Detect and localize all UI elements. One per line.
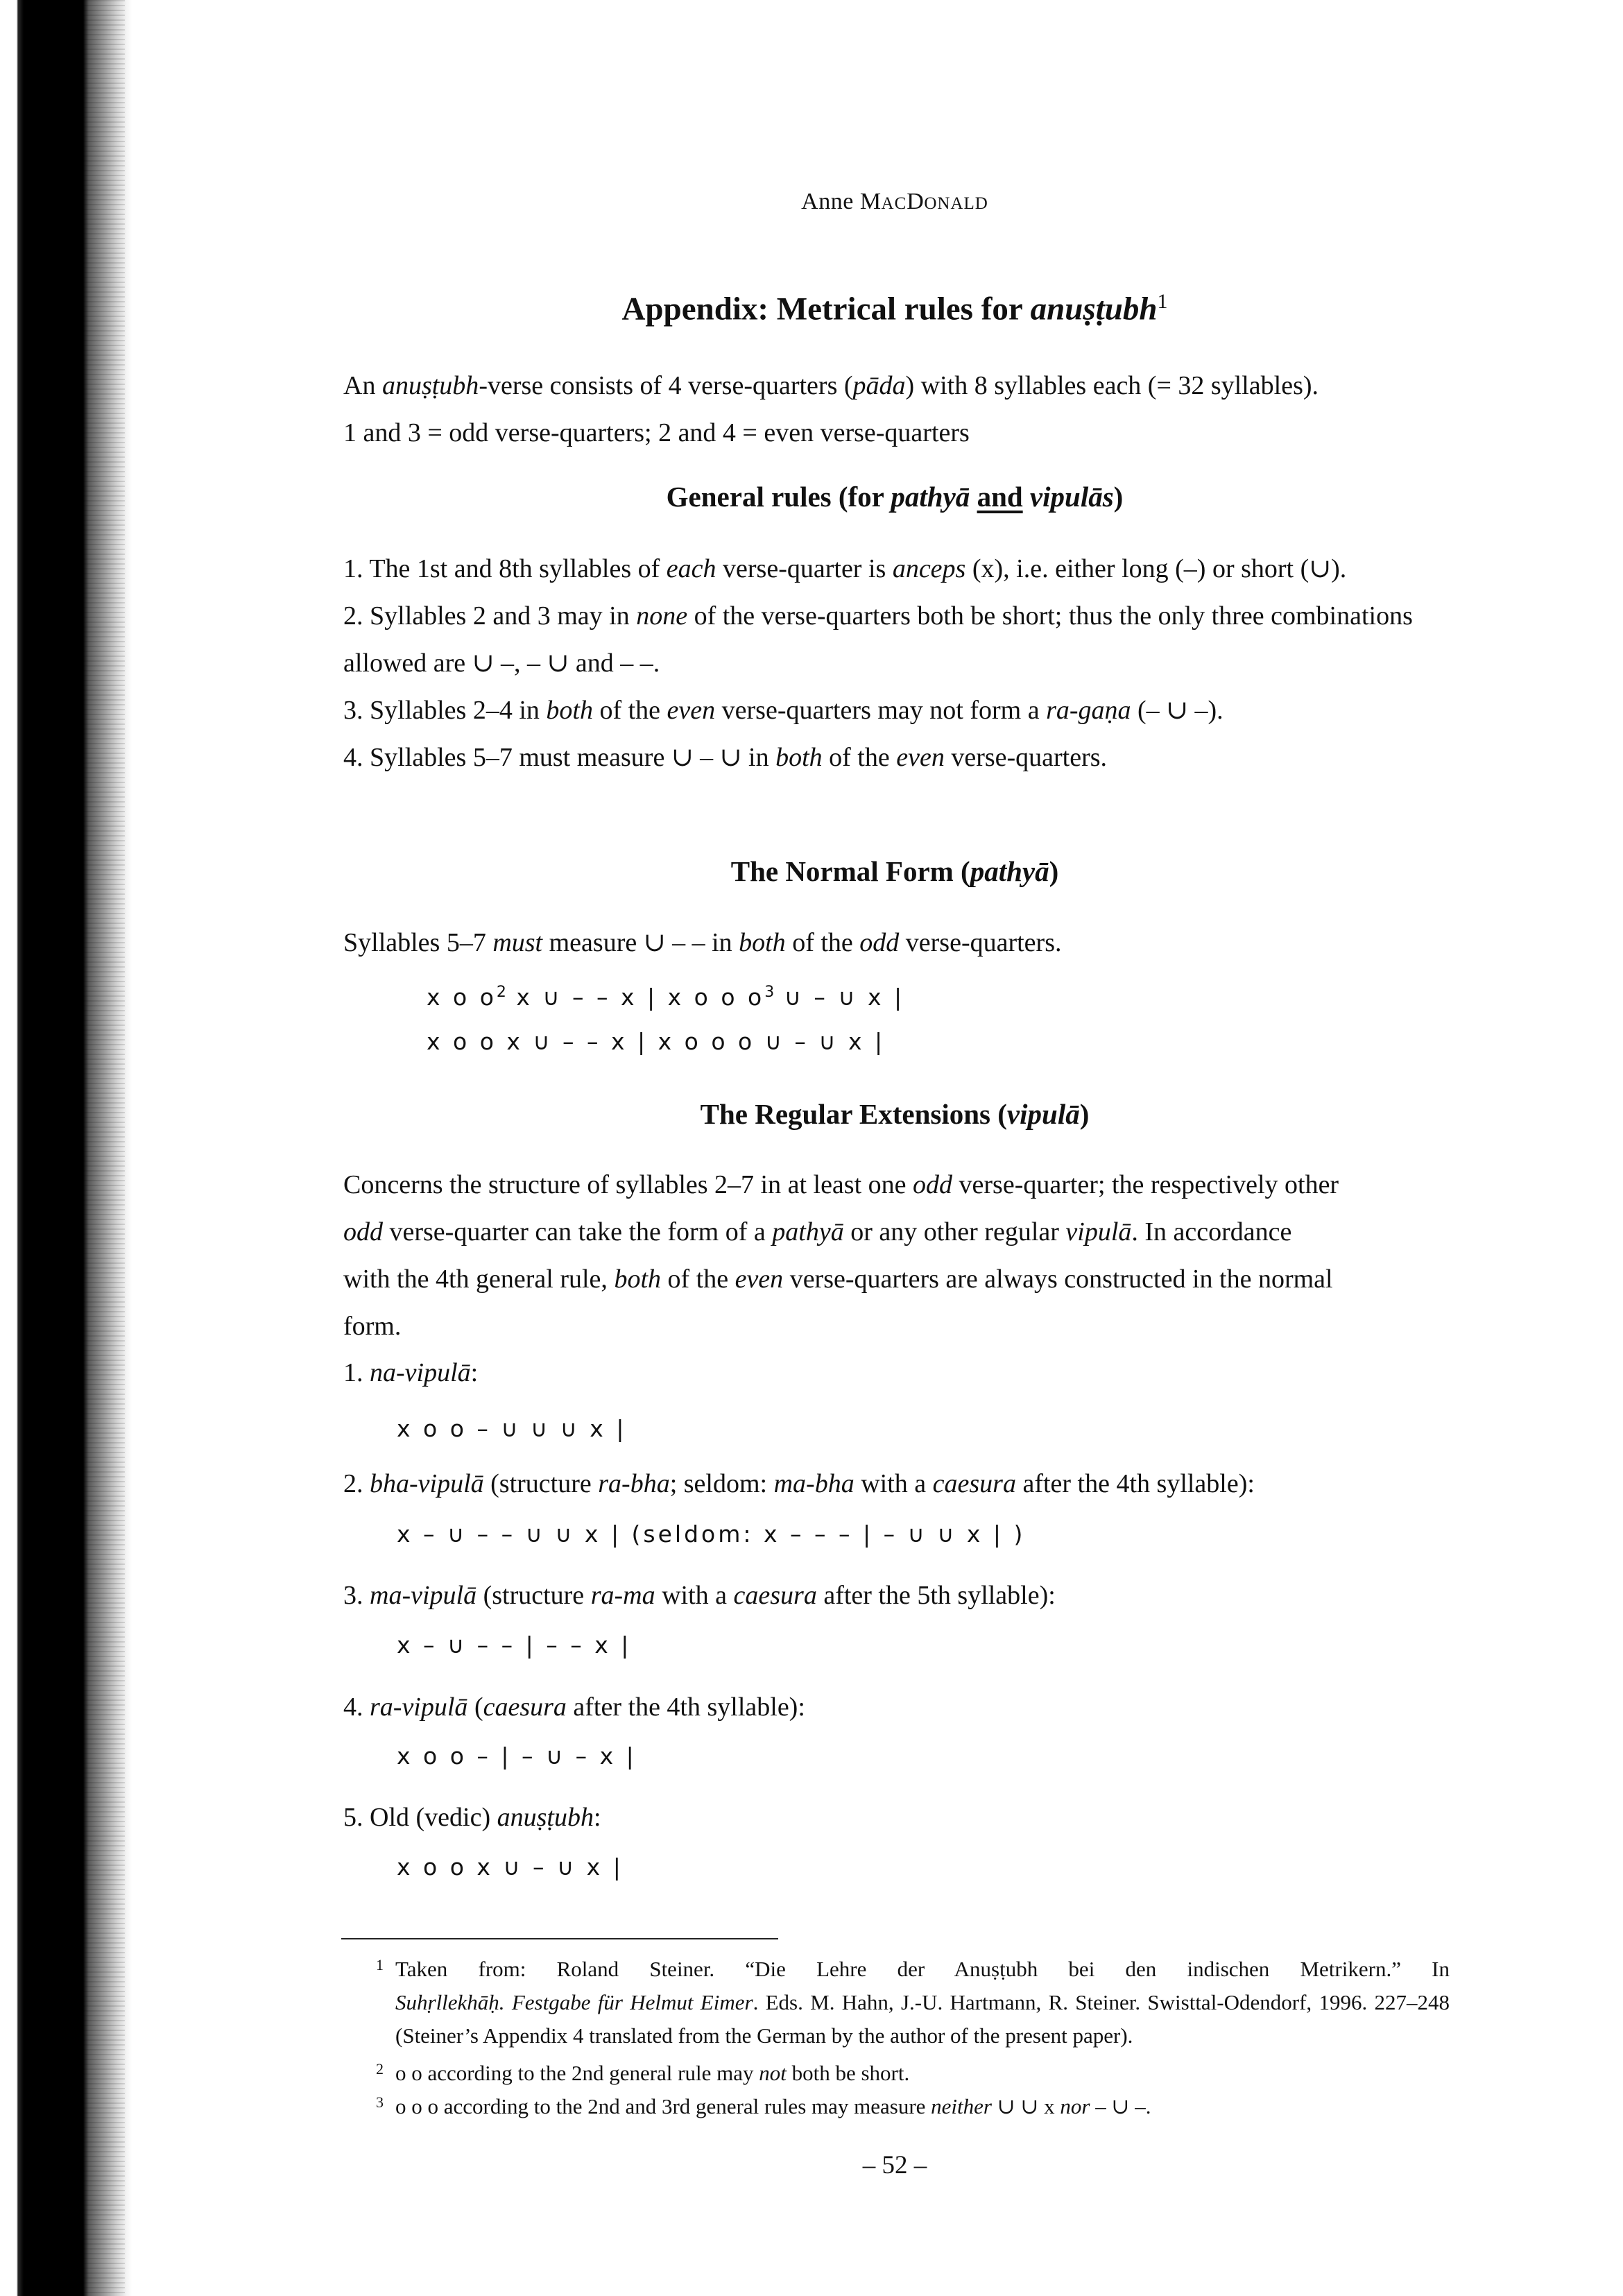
vipula-2-scheme: x – ∪ – – ∪ ∪ x | (seldom: x – – – | – ∪ ∪ x | ) xyxy=(397,1520,1026,1548)
normal-form-text: Syllables 5–7 must measure ∪ – – in both of the odd verse-quarters. xyxy=(343,928,1062,957)
footnote-ref-3[interactable]: 3 xyxy=(764,984,775,1001)
vipula-1-label: 1. na-vipulā: xyxy=(343,1358,479,1387)
footnote-ref-2[interactable]: 2 xyxy=(496,984,506,1001)
footnote-3: 3 o o o according to the 2nd and 3rd general rules may measure neither ∪ ∪ x nor – ∪ –. xyxy=(376,2093,1151,2118)
pathya-scheme-1: x o $o^2$ x ∪ – – x | x o o $o^3$ ∪ – ∪ x | xyxy=(427,984,905,1011)
vipula-1-scheme: x o o – ∪ ∪ ∪ x | xyxy=(397,1415,627,1442)
footnote-ref-1[interactable]: 1 xyxy=(1157,290,1168,313)
general-rules-list xyxy=(343,545,1439,781)
intro-paragraph: An anuṣṭubh-verse consists of 4 verse-quarters (pāda) with 8 syllables each (= 32 syllables). 1 and 3 = odd verse-quarters; 2 and 4 = even verse-quarters xyxy=(343,371,1319,447)
rule-4: 4. Syllables 5–7 must measure ∪ – ∪ in both of the even verse-quarters. xyxy=(343,743,1108,772)
regular-extensions-heading: The Regular Extensions (vipulā) xyxy=(700,1098,1090,1130)
rule-3: 3. Syllables 2–4 in both of the even verse-quarters may not form a ra-gaṇa (– ∪ –). xyxy=(343,696,1223,725)
normal-form-heading: The Normal Form (pathyā) xyxy=(730,855,1059,887)
appendix-title: Appendix: Metrical rules for anuṣṭubh$^1$ xyxy=(621,290,1168,327)
footnote-separator xyxy=(341,1938,778,1939)
rule-1: 1. The 1st and 8th syllables of each verse-quarter is anceps (x), i.e. either long (–) or short (∪). xyxy=(343,554,1347,583)
vipula-4-label: 4. ra-vipulā (caesura after the 4th syllable): xyxy=(343,1693,805,1722)
vipula-5-scheme: x o o x ∪ – ∪ x | xyxy=(397,1853,624,1881)
rule-2: 2. Syllables 2 and 3 may in none of the verse-quarters both be short; thus the only three combinations allowed are ∪ –, – ∪ and – –. xyxy=(343,601,1413,678)
pathya-scheme-2: x o o x ∪ – – x | x o o o ∪ – ∪ x | xyxy=(427,1028,886,1055)
scan-edge-shadow xyxy=(0,0,132,2296)
vipula-3-label: 3. ma-vipulā (structure ra-ma with a caesura after the 5th syllable): xyxy=(343,1581,1056,1610)
vipula-5-label: 5. Old (vedic) anuṣṭubh: xyxy=(343,1803,601,1832)
vipula-2-label: 2. bha-vipulā (structure ra-bha; seldom: ma-bha with a caesura after the 4th syllable): xyxy=(343,1469,1255,1498)
vipula-4-scheme: x o o – | – ∪ – x | xyxy=(397,1742,637,1770)
vipula-3-scheme: x – ∪ – – | – – x | xyxy=(397,1631,632,1659)
regular-extensions-paragraph: Concerns the structure of syllables 2–7 in at least one odd verse-quarter; the respectively other odd verse-quarter can take the form of a pathyā or any other regular vipulā. In accordance with the 4th general rule, both of the even verse-quarters are always constructed in the normal form. xyxy=(343,1170,1339,1341)
running-head: Anne MACDONALD xyxy=(801,189,988,214)
page-number: – 52 – xyxy=(862,2151,927,2179)
footnote-1: 1 Taken from: Roland Steiner. “Die Lehre der Anuṣṭubh bei den indischen Metrikern.” In Suhṛllekhāḥ. Festgabe für Helmut Eimer. Eds. M. Hahn, J.-U. Hartmann, R. Steiner. Swisttal-Odendorf, 1996. 227–248 (Steiner’s Appendix 4 translated from the German by the author of the present paper). xyxy=(376,1956,1450,2048)
general-rules-heading: General rules (for pathyā and vipulās) xyxy=(666,481,1124,513)
footnote-2: 2 o o according to the 2nd general rule may not both be short. xyxy=(376,2060,910,2085)
